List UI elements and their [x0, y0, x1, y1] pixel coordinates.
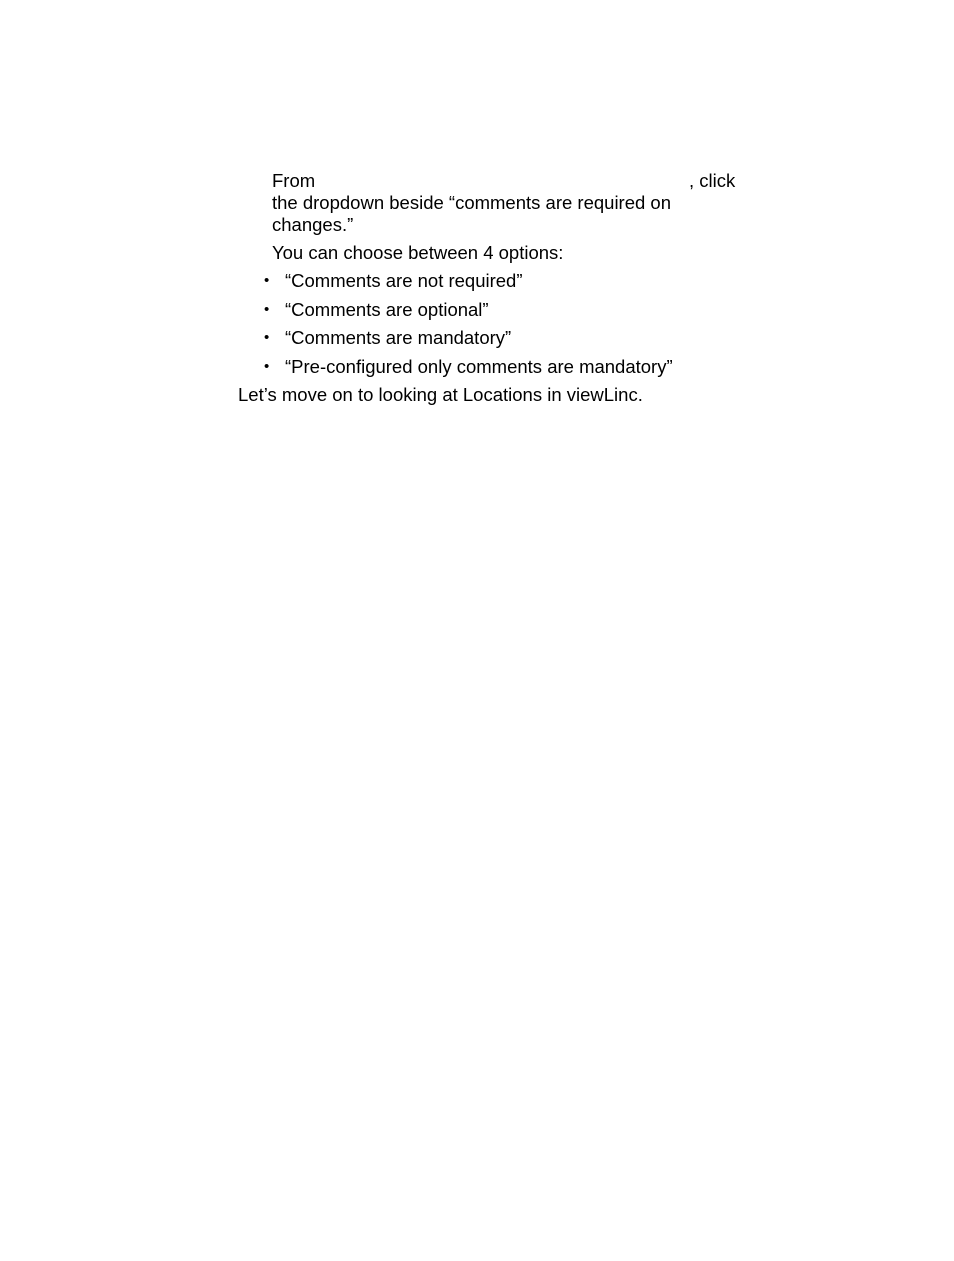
option-label: “Pre-configured only comments are mandatory”: [285, 355, 673, 377]
options-intro-text: You can choose between 4 options:: [272, 242, 564, 263]
instruction-line-1: [272, 170, 742, 192]
closing-paragraph: Let’s move on to looking at Locations in viewLinc.: [238, 384, 643, 405]
instruction-line-3: changes.”: [272, 214, 354, 235]
bullet-icon: •: [264, 357, 270, 375]
instruction-paragraph: [272, 170, 742, 236]
instruction-line-2: the dropdown beside “comments are required on: [272, 192, 672, 213]
bullet-icon: •: [264, 300, 270, 318]
instruction-from-text: From: [272, 170, 316, 191]
option-label: “Comments are not required”: [285, 270, 523, 291]
option-label: “Comments are mandatory”: [285, 327, 512, 348]
bullet-icon: •: [264, 329, 270, 346]
option-label: “Comments are optional”: [285, 298, 489, 320]
instruction-click-text: , click: [689, 170, 736, 191]
bullet-icon: •: [264, 272, 270, 289]
